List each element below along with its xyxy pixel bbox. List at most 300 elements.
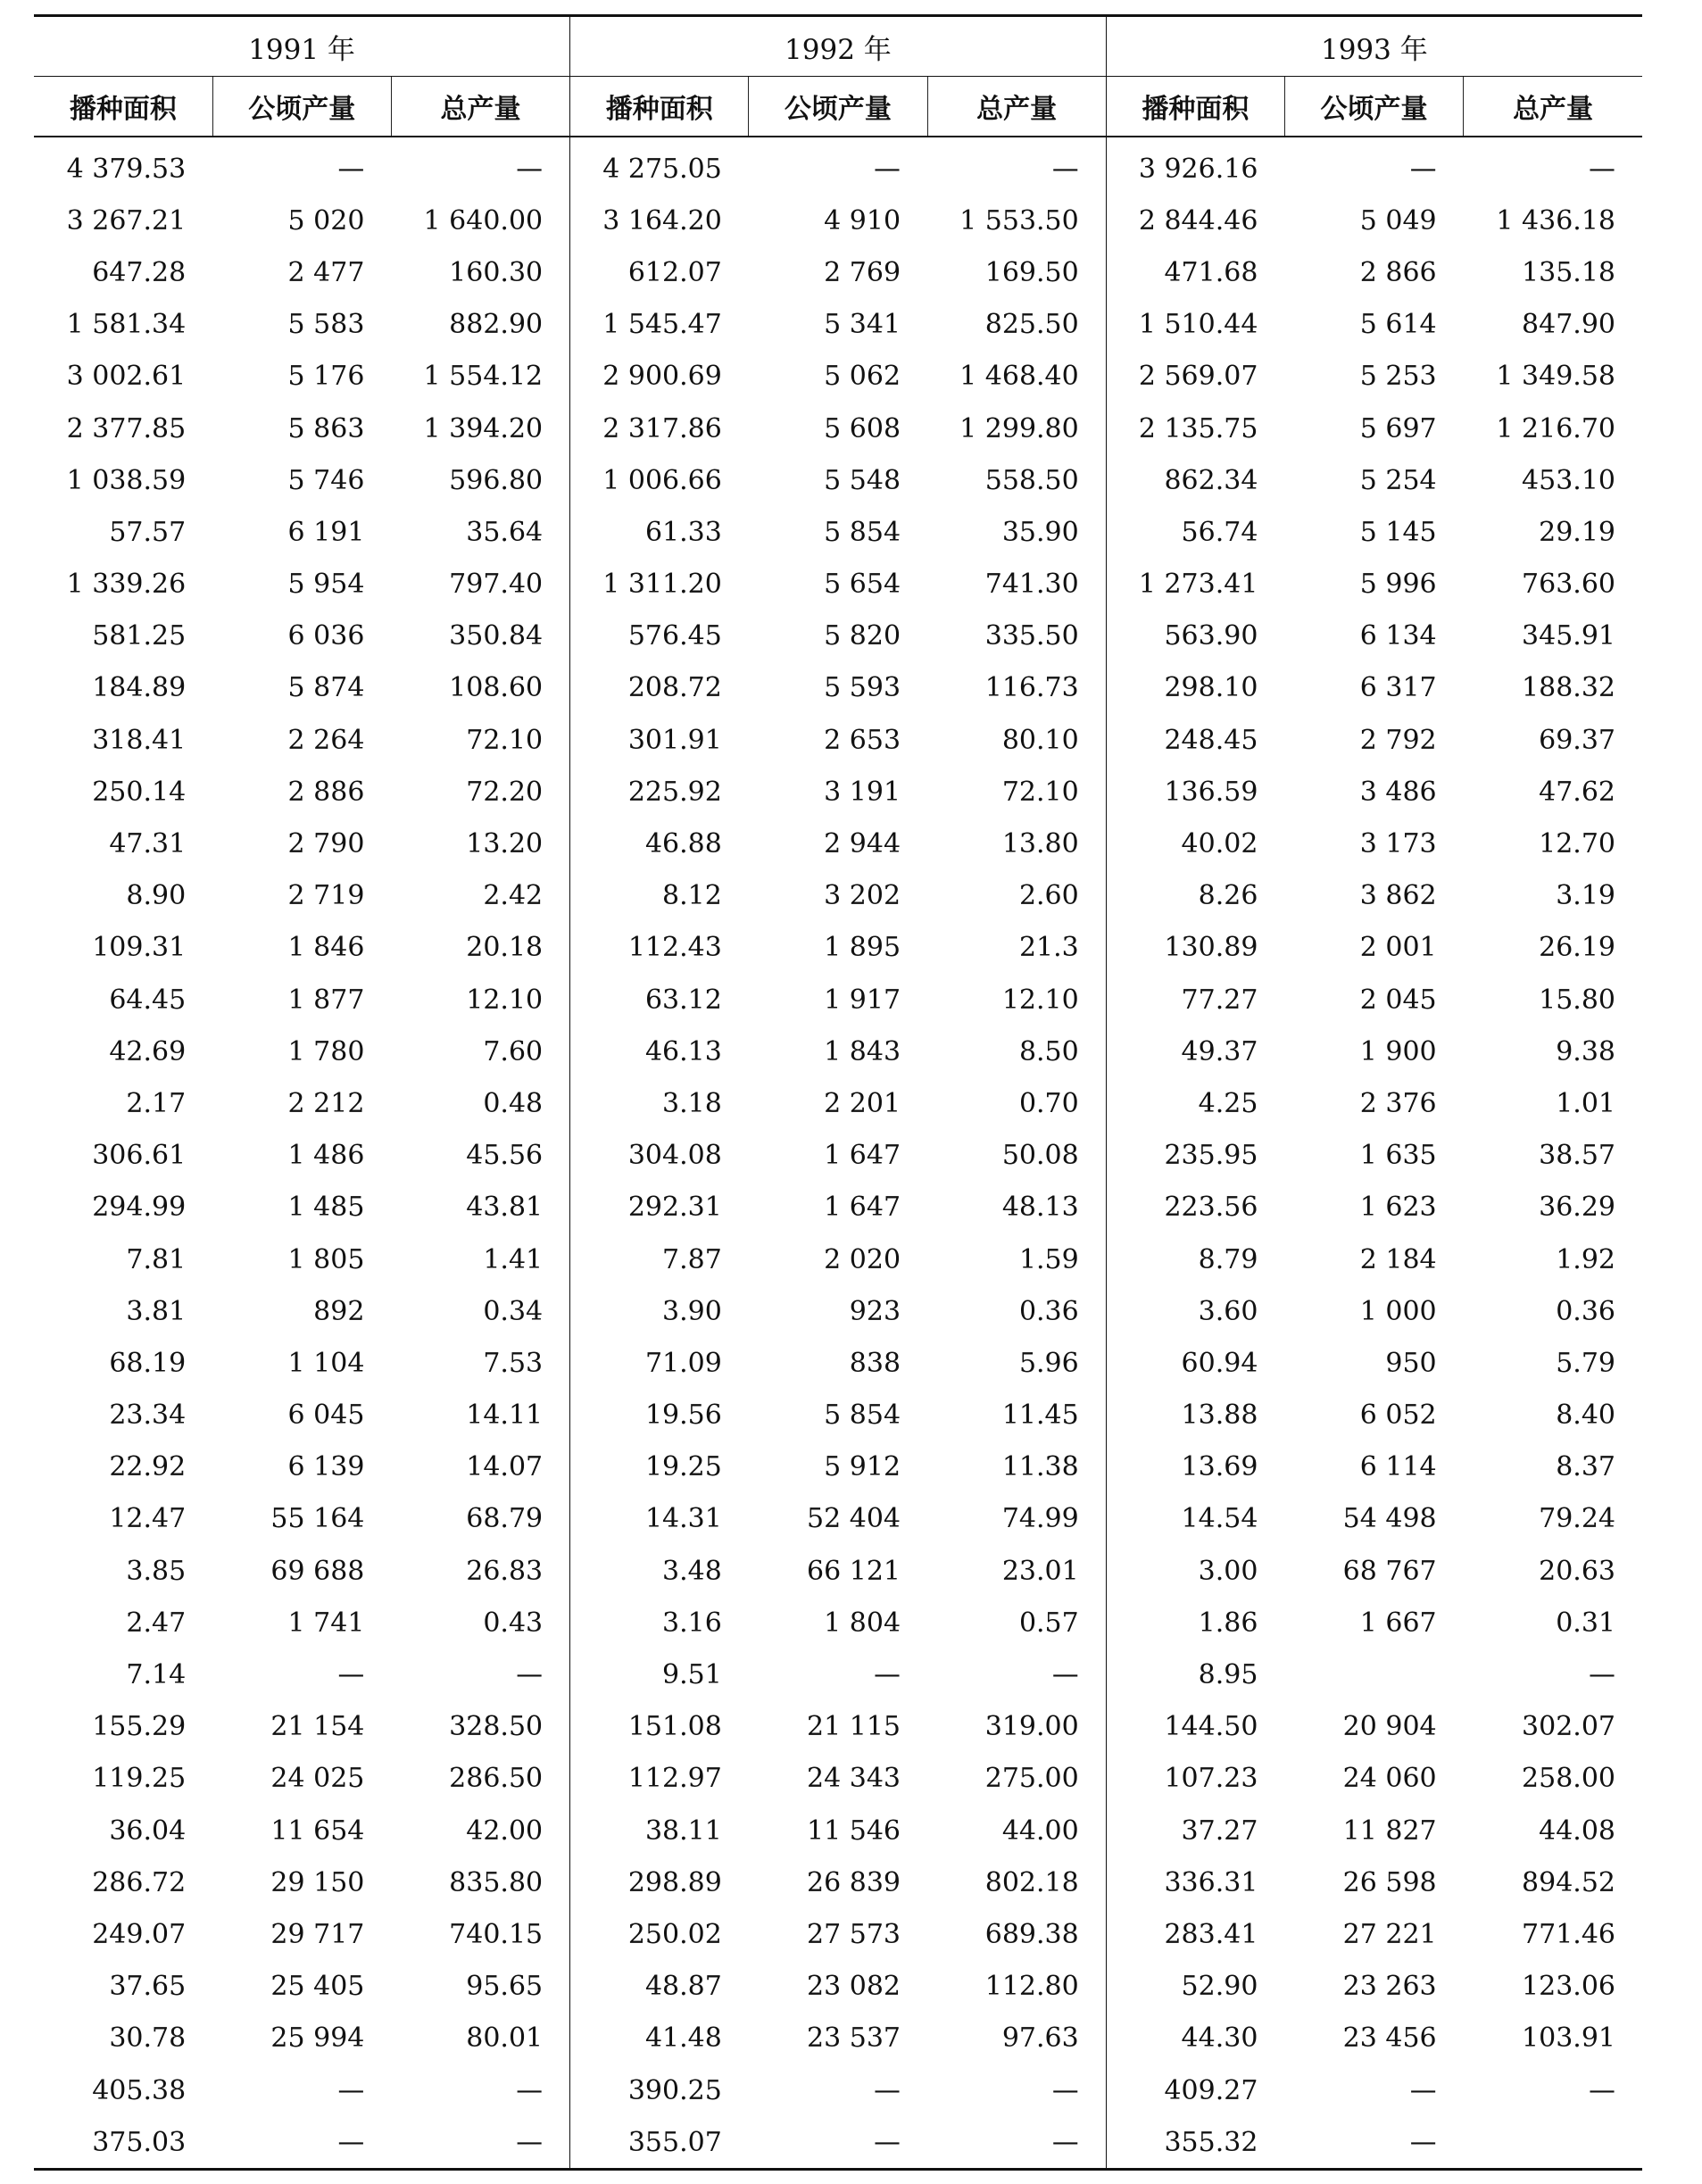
total-output-cell: 45.56 [466, 1140, 544, 1172]
yield-per-hectare-cell: 24 025 [270, 1763, 365, 1795]
sown-area-cell: 318.41 [92, 724, 187, 756]
sown-area-cell: 61.33 [570, 506, 749, 558]
total-output-cell: 335.50 [984, 620, 1079, 652]
total-output-cell: 38.57 [1539, 1140, 1615, 1172]
total-output-cell: 1 468.40 [959, 361, 1079, 393]
yield-per-hectare-cell: 23 263 [1342, 1971, 1437, 2003]
yield-per-hectare-cell: 3 486 [1359, 776, 1437, 808]
total-output-cell: — [1589, 2074, 1615, 2106]
total-output-cell: — [1051, 1659, 1079, 1691]
total-output-cell: 14.11 [466, 1399, 544, 1432]
table-row [34, 1908, 1642, 1960]
sown-area-cell: 46.13 [570, 1026, 749, 1077]
yield-per-hectare-cell: 26 839 [807, 1866, 901, 1898]
sown-area-cell: 8.95 [1106, 1648, 1284, 1700]
total-output-cell: 72.10 [466, 724, 544, 756]
total-output-cell: 1.59 [1018, 1243, 1079, 1275]
yield-per-hectare-cell: 11 546 [807, 1814, 901, 1847]
total-output-cell: 79.24 [1539, 1503, 1615, 1535]
yield-per-hectare-cell: 5 583 [287, 309, 365, 341]
total-output-cell: — [927, 2116, 1106, 2170]
sown-area-cell: 8.79 [1106, 1233, 1284, 1285]
sown-area-cell: 576.45 [570, 610, 749, 662]
yield-per-hectare-cell: 5 548 [824, 464, 901, 496]
total-output-cell: 74.99 [1001, 1503, 1079, 1535]
sown-area-cell: 4.25 [1106, 1077, 1284, 1129]
sown-area-cell: 1 339.26 [66, 569, 187, 601]
yield-per-hectare-cell: 1 780 [287, 1035, 365, 1067]
sown-area-cell: 2.47 [126, 1607, 187, 1639]
yield-per-hectare-cell: 5 020 [287, 204, 365, 237]
total-output-cell: 2.42 [483, 880, 544, 912]
sown-area-cell: 2 844.46 [1106, 195, 1284, 246]
sown-area-cell: 36.04 [109, 1814, 187, 1847]
yield-per-hectare-cell: 2 001 [1359, 932, 1437, 964]
sown-area-cell: 3.85 [126, 1555, 187, 1587]
total-output-cell: 2.60 [1018, 880, 1079, 912]
yield-per-hectare-cell: 6 139 [287, 1451, 365, 1483]
total-output-cell: 9.38 [1556, 1035, 1615, 1067]
table-row [34, 1026, 1642, 1077]
yield-per-hectare-cell: 11 827 [1342, 1814, 1437, 1847]
yield-per-hectare-header: 公顷产量 [212, 77, 391, 137]
yield-per-hectare-cell: 27 221 [1342, 1918, 1437, 1950]
total-output-header: 总产量 [391, 77, 569, 137]
table-row [34, 870, 1642, 922]
total-output-cell: 14.07 [466, 1451, 544, 1483]
table-row [34, 299, 1642, 351]
yield-per-hectare-cell: — [874, 1659, 901, 1691]
yield-per-hectare-cell: — [874, 2074, 901, 2106]
total-output-cell: 35.90 [1001, 516, 1079, 548]
yield-per-hectare-cell: 3 191 [824, 776, 901, 808]
yield-per-hectare-cell: — [337, 1659, 365, 1691]
yield-per-hectare-cell: 5 697 [1359, 412, 1437, 444]
sown-area-cell: 208.72 [570, 662, 749, 714]
yield-per-hectare-cell: 2 769 [824, 256, 901, 288]
yield-per-hectare-cell: 1 486 [287, 1140, 365, 1172]
sown-area-cell: 7.87 [570, 1233, 749, 1285]
sown-area-cell: 1 273.41 [1106, 559, 1284, 610]
total-output-cell: 20.18 [466, 932, 544, 964]
sown-area-cell: 3 926.16 [1106, 137, 1284, 195]
yield-per-hectare-cell: 5 254 [1359, 464, 1437, 496]
yield-per-hectare-cell: 21 115 [807, 1711, 901, 1743]
total-output-header: 总产量 [927, 77, 1106, 137]
total-output-cell: 44.00 [1001, 1814, 1079, 1847]
total-output-cell: 36.29 [1539, 1192, 1615, 1224]
sown-area-cell: 40.02 [1106, 818, 1284, 869]
total-output-cell: 5.79 [1556, 1347, 1615, 1379]
table-row [34, 1753, 1642, 1805]
yield-per-hectare-cell: — [337, 153, 365, 185]
sown-area-cell: 9.51 [570, 1648, 749, 1700]
yield-per-hectare-cell: 1 647 [824, 1140, 901, 1172]
table-row [34, 559, 1642, 610]
sown-area-cell: 71.09 [570, 1337, 749, 1389]
total-output-cell: 13.80 [1001, 828, 1079, 860]
total-output-cell: — [1589, 1659, 1615, 1691]
total-output-cell: 771.46 [1522, 1918, 1615, 1950]
year-1992-header: 1992 年 [570, 16, 1107, 77]
sown-area-cell: 136.59 [1106, 766, 1284, 818]
total-output-cell: — [391, 2116, 569, 2170]
sown-area-cell: 1 581.34 [66, 309, 187, 341]
yield-per-hectare-cell: 2 184 [1359, 1243, 1437, 1275]
yield-per-hectare-cell: 29 717 [270, 1918, 365, 1950]
yield-per-hectare-cell: 54 498 [1342, 1503, 1437, 1535]
sown-area-cell: 249.07 [92, 1918, 187, 1950]
table-row [34, 1130, 1642, 1182]
total-output-cell: 47.62 [1539, 776, 1615, 808]
total-output-cell: 8.50 [1018, 1035, 1079, 1067]
table-row [34, 1701, 1642, 1753]
sown-area-cell: 155.29 [92, 1711, 187, 1743]
sown-area-cell: 8.26 [1106, 870, 1284, 922]
table-row [34, 351, 1642, 403]
sown-area-cell: 151.08 [570, 1701, 749, 1753]
yield-per-hectare-cell: 1 843 [824, 1035, 901, 1067]
total-output-cell: 188.32 [1522, 672, 1615, 704]
sown-area-cell: 250.02 [570, 1908, 749, 1960]
yield-per-hectare-cell: 5 608 [824, 412, 901, 444]
total-output-cell: 160.30 [449, 256, 544, 288]
sown-area-cell: 107.23 [1106, 1753, 1284, 1805]
sown-area-cell: 184.89 [92, 672, 187, 704]
sown-area-cell: 3.60 [1106, 1285, 1284, 1337]
sown-area-cell: 4 379.53 [66, 153, 187, 185]
sown-area-cell: 8.90 [126, 880, 187, 912]
yield-per-hectare-cell: — [337, 2074, 365, 2106]
sown-area-cell: 56.74 [1106, 506, 1284, 558]
total-output-cell: 0.34 [483, 1295, 544, 1327]
table-row [34, 1441, 1642, 1493]
sown-area-cell: 3 002.61 [66, 361, 187, 393]
sown-area-cell: 2 377.85 [66, 412, 187, 444]
total-output-cell: — [516, 153, 544, 185]
table-row [34, 1648, 1642, 1700]
total-output-cell: 108.60 [449, 672, 544, 704]
sown-area-cell: 19.25 [570, 1441, 749, 1493]
yield-per-hectare-cell: 2 020 [824, 1243, 901, 1275]
table-row [34, 403, 1642, 454]
yield-per-hectare-cell: 6 045 [287, 1399, 365, 1432]
yield-per-hectare-cell: 2 719 [287, 880, 365, 912]
yield-per-hectare-cell: 1 804 [824, 1607, 901, 1639]
yield-per-hectare-cell: 6 114 [1359, 1451, 1437, 1483]
total-output-cell: 275.00 [984, 1763, 1079, 1795]
yield-per-hectare-cell: 29 150 [270, 1866, 365, 1898]
total-output-cell: 13.20 [466, 828, 544, 860]
yield-per-hectare-cell [1284, 1648, 1463, 1700]
total-output-cell: 116.73 [984, 672, 1079, 704]
table-row [34, 1077, 1642, 1129]
table-row [34, 1182, 1642, 1233]
table-row [34, 922, 1642, 974]
sown-area-cell: 46.88 [570, 818, 749, 869]
total-output-cell: 689.38 [984, 1918, 1079, 1950]
yield-per-hectare-cell: 5 145 [1359, 516, 1437, 548]
yield-per-hectare-cell: 5 176 [287, 361, 365, 393]
yield-per-hectare-cell: 923 [849, 1295, 901, 1327]
total-output-cell: 23.01 [1001, 1555, 1079, 1587]
table-row [34, 1233, 1642, 1285]
table-row [34, 714, 1642, 766]
sown-area-cell: 44.30 [1106, 2013, 1284, 2064]
yield-per-hectare-cell: 23 456 [1342, 2022, 1437, 2055]
yield-per-hectare-cell: 2 264 [287, 724, 365, 756]
total-output-cell: 740.15 [449, 1918, 544, 1950]
total-output-cell: 8.37 [1556, 1451, 1615, 1483]
sown-area-cell: 64.45 [109, 984, 187, 1016]
sown-area-cell: 14.31 [570, 1493, 749, 1545]
total-output-cell: 15.80 [1539, 984, 1615, 1016]
sown-area-cell: 355.32 [1106, 2116, 1284, 2170]
yield-per-hectare-cell: — [749, 2116, 927, 2170]
field-header-row [34, 77, 1642, 137]
sown-area-header: 播种面积 [34, 77, 212, 137]
sown-area-cell: 130.89 [1106, 922, 1284, 974]
crop-statistics-page [34, 14, 1642, 2171]
total-output-cell: 1 436.18 [1496, 204, 1615, 237]
total-output-cell: 72.10 [1001, 776, 1079, 808]
yield-per-hectare-cell: 6 191 [287, 516, 365, 548]
yield-per-hectare-cell: 1 000 [1359, 1295, 1437, 1327]
yield-per-hectare-cell: 1 846 [287, 932, 365, 964]
total-output-cell: 35.64 [466, 516, 544, 548]
sown-area-cell: 294.99 [92, 1192, 187, 1224]
sown-area-cell: 283.41 [1106, 1908, 1284, 1960]
sown-area-cell: 14.54 [1106, 1493, 1284, 1545]
table-body [34, 137, 1642, 2170]
yield-per-hectare-cell: 1 877 [287, 984, 365, 1016]
total-output-cell: 42.00 [466, 1814, 544, 1847]
table-row [34, 454, 1642, 506]
sown-area-cell: 4 275.05 [570, 137, 749, 195]
yield-per-hectare-cell: — [1409, 2074, 1437, 2106]
sown-area-cell: 3 267.21 [66, 204, 187, 237]
total-output-cell: 1.41 [483, 1243, 544, 1275]
total-output-cell: 558.50 [984, 464, 1079, 496]
total-output-cell: 1 640.00 [423, 204, 544, 237]
sown-area-cell: 2 569.07 [1106, 351, 1284, 403]
yield-per-hectare-cell: 20 904 [1342, 1711, 1437, 1743]
yield-per-hectare-cell: 24 060 [1342, 1763, 1437, 1795]
sown-area-cell: 248.45 [1106, 714, 1284, 766]
sown-area-cell: 13.69 [1106, 1441, 1284, 1493]
table-row [34, 1285, 1642, 1337]
table-row [34, 1961, 1642, 2013]
table-row [34, 610, 1642, 662]
total-output-cell: 1.92 [1556, 1243, 1615, 1275]
total-output-cell: 0.43 [483, 1607, 544, 1639]
sown-area-cell: 225.92 [570, 766, 749, 818]
total-output-cell: 1.01 [1556, 1087, 1615, 1119]
yield-per-hectare-cell: 5 820 [824, 620, 901, 652]
yield-per-hectare-cell: 5 341 [824, 309, 901, 341]
table-row [34, 1545, 1642, 1597]
yield-per-hectare-cell: 23 537 [807, 2022, 901, 2055]
sown-area-cell: 250.14 [92, 776, 187, 808]
table-row [34, 818, 1642, 869]
total-output-cell: 596.80 [449, 464, 544, 496]
yield-per-hectare-cell: 25 994 [270, 2022, 365, 2055]
yield-per-hectare-cell: 5 874 [287, 672, 365, 704]
year-header-row [34, 16, 1642, 77]
sown-area-cell: 7.81 [126, 1243, 187, 1275]
total-output-cell: 894.52 [1522, 1866, 1615, 1898]
total-output-cell: 3.19 [1556, 880, 1615, 912]
sown-area-cell: 1 038.59 [66, 464, 187, 496]
sown-area-cell: 223.56 [1106, 1182, 1284, 1233]
yield-per-hectare-cell: 2 790 [287, 828, 365, 860]
sown-area-cell: 41.48 [570, 2013, 749, 2064]
sown-area-cell: 2 317.86 [570, 403, 749, 454]
total-output-cell: 112.80 [984, 1971, 1079, 2003]
total-output-cell: 1 394.20 [423, 412, 544, 444]
total-output-cell: 21.3 [1018, 932, 1079, 964]
total-output-cell: 50.08 [1001, 1140, 1079, 1172]
yield-per-hectare-cell: 5 593 [824, 672, 901, 704]
total-output-cell: 26.19 [1539, 932, 1615, 964]
year-1991-header: 1991 年 [34, 16, 570, 77]
sown-area-cell: 336.31 [1106, 1856, 1284, 1908]
total-output-cell: 8.40 [1556, 1399, 1615, 1432]
total-output-cell: 0.36 [1556, 1295, 1615, 1327]
table-row [34, 662, 1642, 714]
yield-per-hectare-cell: 6 036 [287, 620, 365, 652]
yield-per-hectare-cell: 1 900 [1359, 1035, 1437, 1067]
total-output-cell: 0.48 [483, 1087, 544, 1119]
total-output-cell: 741.30 [984, 569, 1079, 601]
yield-per-hectare-cell: 6 317 [1359, 672, 1437, 704]
yield-per-hectare-cell: — [874, 153, 901, 185]
sown-area-cell: 8.12 [570, 870, 749, 922]
yield-per-hectare-cell: 6 052 [1359, 1399, 1437, 1432]
table-row [34, 766, 1642, 818]
yield-per-hectare-cell: 5 746 [287, 464, 365, 496]
yield-per-hectare-cell: 3 202 [824, 880, 901, 912]
total-output-cell: 20.63 [1539, 1555, 1615, 1587]
sown-area-cell: 3.00 [1106, 1545, 1284, 1597]
yield-per-hectare-cell: 2 792 [1359, 724, 1437, 756]
sown-area-cell: 57.57 [109, 516, 187, 548]
total-output-cell: 882.90 [449, 309, 544, 341]
sown-area-cell: 355.07 [570, 2116, 749, 2170]
yield-per-hectare-cell: 1 895 [824, 932, 901, 964]
sown-area-cell: 471.68 [1106, 246, 1284, 298]
sown-area-cell: 375.03 [34, 2116, 212, 2170]
yield-per-hectare-cell: 6 134 [1359, 620, 1437, 652]
total-output-cell: 258.00 [1522, 1763, 1615, 1795]
total-output-cell: 1 216.70 [1496, 412, 1615, 444]
sown-area-cell: 405.38 [92, 2074, 187, 2106]
sown-area-cell: 19.56 [570, 1390, 749, 1441]
total-output-cell: 48.13 [1001, 1192, 1079, 1224]
sown-area-cell: 52.90 [1106, 1961, 1284, 2013]
sown-area-cell: 235.95 [1106, 1130, 1284, 1182]
yield-per-hectare-cell: 1 485 [287, 1192, 365, 1224]
total-output-cell: 69.37 [1539, 724, 1615, 756]
yield-per-hectare-cell: 2 886 [287, 776, 365, 808]
sown-area-cell: 3.18 [570, 1077, 749, 1129]
table-row [34, 506, 1642, 558]
total-output-cell: 12.10 [1001, 984, 1079, 1016]
yield-per-hectare-cell: 1 623 [1359, 1192, 1437, 1224]
table-row [34, 1805, 1642, 1856]
sown-area-cell: 109.31 [92, 932, 187, 964]
sown-area-cell: 2 135.75 [1106, 403, 1284, 454]
yield-per-hectare-cell: — [1409, 153, 1437, 185]
table-header [34, 16, 1642, 137]
yield-per-hectare-header: 公顷产量 [749, 77, 927, 137]
total-output-cell: 350.84 [449, 620, 544, 652]
sown-area-cell: 3 164.20 [570, 195, 749, 246]
yield-per-hectare-cell: — [212, 2116, 391, 2170]
yield-per-hectare-cell: 5 854 [824, 1399, 901, 1432]
sown-area-cell: 298.10 [1106, 662, 1284, 714]
sown-area-cell: 112.43 [570, 922, 749, 974]
sown-area-cell: 37.27 [1106, 1805, 1284, 1856]
total-output-cell: 1 553.50 [959, 204, 1079, 237]
sown-area-cell: 390.25 [570, 2064, 749, 2116]
total-output-cell: 825.50 [984, 309, 1079, 341]
total-output-cell: 11.45 [1001, 1399, 1079, 1432]
total-output-cell: 802.18 [984, 1866, 1079, 1898]
yield-per-hectare-cell: 5 996 [1359, 569, 1437, 601]
total-output-cell: 95.65 [466, 1971, 544, 2003]
sown-area-cell: 23.34 [109, 1399, 187, 1432]
total-output-cell: 26.83 [466, 1555, 544, 1587]
sown-area-cell: 301.91 [570, 714, 749, 766]
total-output-cell: 80.10 [1001, 724, 1079, 756]
sown-area-cell: 42.69 [109, 1035, 187, 1067]
yield-per-hectare-cell: 3 173 [1359, 828, 1437, 860]
table-row [34, 2116, 1642, 2170]
sown-area-cell: 286.72 [92, 1866, 187, 1898]
sown-area-cell: 306.61 [92, 1140, 187, 1172]
yield-per-hectare-cell: 1 667 [1359, 1607, 1437, 1639]
total-output-cell: 797.40 [449, 569, 544, 601]
yield-per-hectare-cell: 1 104 [287, 1347, 365, 1379]
total-output-cell: — [1051, 153, 1079, 185]
total-output-cell: 0.36 [1018, 1295, 1079, 1327]
sown-area-cell: 7.14 [126, 1659, 187, 1691]
sown-area-cell: 1.86 [1106, 1597, 1284, 1648]
table-row [34, 1390, 1642, 1441]
sown-area-header: 播种面积 [570, 77, 749, 137]
total-output-cell: 44.08 [1539, 1814, 1615, 1847]
total-output-cell: 11.38 [1001, 1451, 1079, 1483]
table-row [34, 246, 1642, 298]
year-1993-header: 1993 年 [1106, 16, 1642, 77]
sown-area-cell: 3.16 [570, 1597, 749, 1648]
sown-area-cell: 862.34 [1106, 454, 1284, 506]
yield-per-hectare-cell: 2 376 [1359, 1087, 1437, 1119]
total-output-cell [1464, 2116, 1642, 2170]
crop-statistics-table [34, 14, 1642, 2171]
sown-area-cell: 47.31 [109, 828, 187, 860]
yield-per-hectare-cell: 2 045 [1359, 984, 1437, 1016]
yield-per-hectare-cell: 892 [313, 1295, 365, 1327]
sown-area-cell: 647.28 [92, 256, 187, 288]
yield-per-hectare-cell: 5 614 [1359, 309, 1437, 341]
total-output-cell: 345.91 [1522, 620, 1615, 652]
total-output-cell: — [1051, 2074, 1079, 2106]
sown-area-cell: 612.07 [570, 246, 749, 298]
yield-per-hectare-cell: 3 862 [1359, 880, 1437, 912]
sown-area-cell: 77.27 [1106, 974, 1284, 1026]
